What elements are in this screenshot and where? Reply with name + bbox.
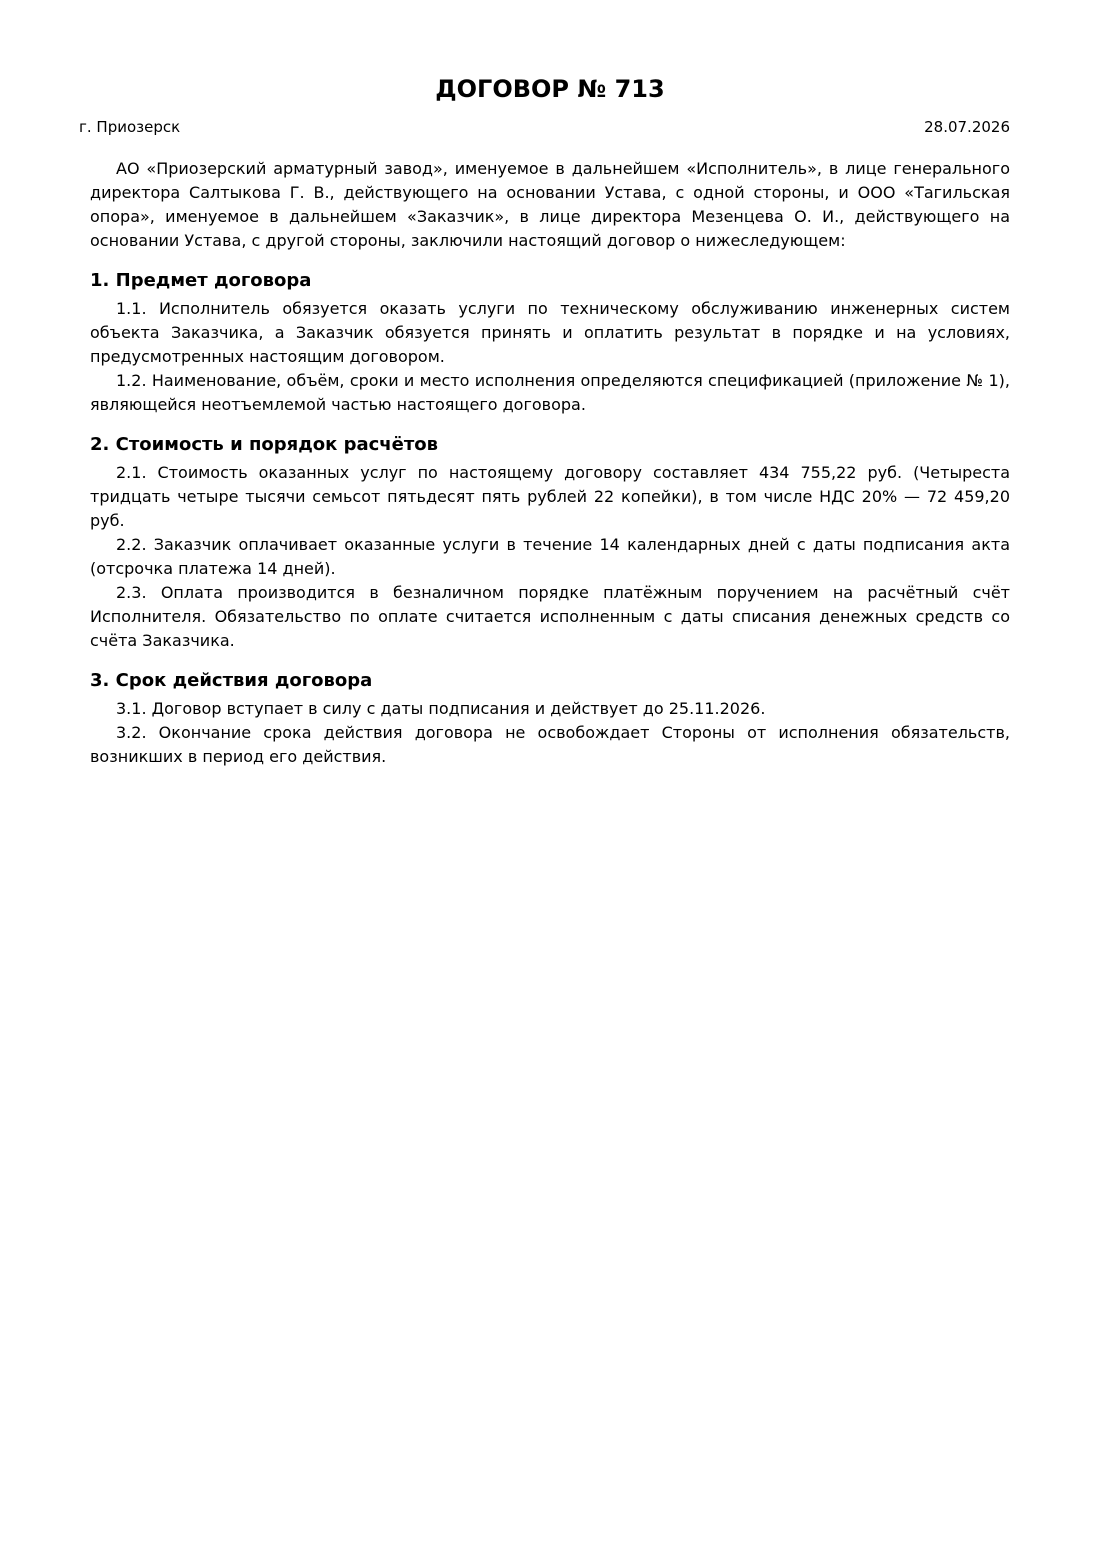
preamble-paragraph: АО «Приозерский арматурный завод», именуемое в дальнейшем «Исполнитель», в лице генерального директора Салтыкова Г. В., действующего на основании Устава, с одной стороны, и ООО «Тагильская опора», именуемое в дальнейшем «Заказчик», в лице директора Мезенцева О. И., действующего на основании Устава, с другой стороны, заключили настоящий договор о нижеследующем: <box>90 159 1010 250</box>
section-subject <box>90 269 1010 417</box>
section-heading: 3. Срок действия договора <box>90 670 373 691</box>
clause-2-1: 2.1. Стоимость оказанных услуг по настоящему договору составляет 434 755,22 руб. (Четыреста тридцать четыре тысячи семьсот пятьдесят пять рублей 22 копейки), в том числе НДС 20% — 72 459,20 руб. <box>90 463 1010 530</box>
clause-1-1: 1.1. Исполнитель обязуется оказать услуги по техническому обслуживанию инженерных систем объекта Заказчика, а Заказчик обязуется принять и оплатить результат в порядке и на условиях, предусмотренных настоящим договором. <box>90 299 1010 366</box>
clause-2-2: 2.2. Заказчик оплачивает оказанные услуги в течение 14 календарных дней с даты подписания акта (отсрочка платежа 14 дней). <box>90 535 1010 578</box>
section-heading: 2. Стоимость и порядок расчётов <box>90 434 439 455</box>
clause-3-2: 3.2. Окончание срока действия договора не освобождает Стороны от исполнения обязательств, возникших в период его действия. <box>90 723 1010 766</box>
document-city: г. Приозерск <box>79 118 181 136</box>
clause-3-1: 3.1. Договор вступает в силу с даты подписания и действует до 25.11.2026. <box>116 699 766 718</box>
document-title: ДОГОВОР № 713 <box>435 75 665 103</box>
document-body <box>90 157 1010 769</box>
section-payment <box>90 433 1010 653</box>
clause-2-3: 2.3. Оплата производится в безналичном порядке платёжным поручением на расчётный счёт Исполнителя. Обязательство по оплате считается исполненным с даты списания денежных средств со счёта Заказчика. <box>90 583 1010 650</box>
section-term <box>90 669 1010 769</box>
clause-1-2: 1.2. Наименование, объём, сроки и место исполнения определяются спецификацией (приложение № 1), являющейся неотъемлемой частью настоящего договора. <box>90 371 1010 414</box>
section-heading: 1. Предмет договора <box>90 270 312 291</box>
document-date: 28.07.2026 <box>924 118 1010 136</box>
